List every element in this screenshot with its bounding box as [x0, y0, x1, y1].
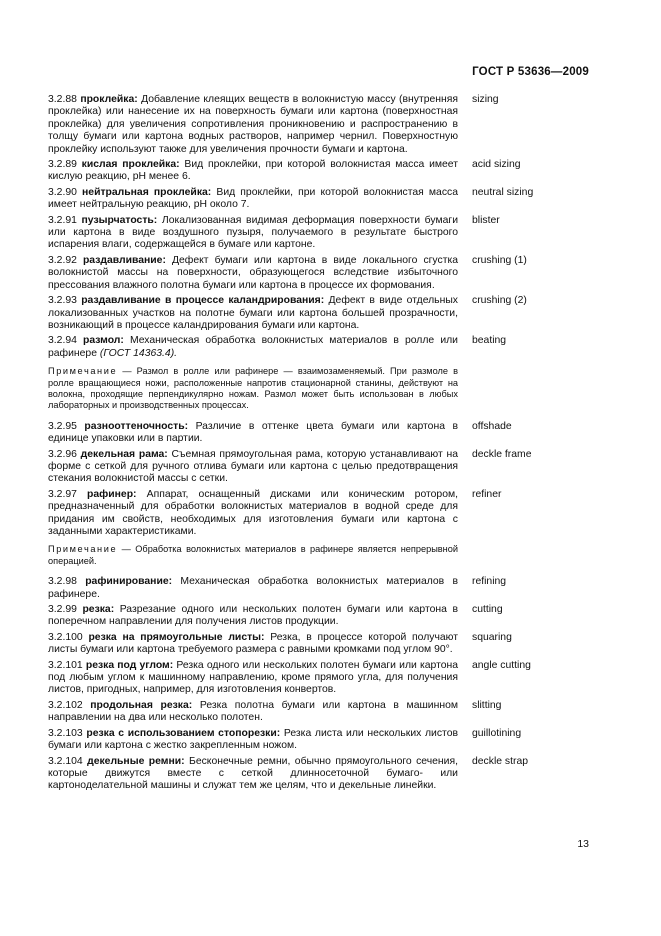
entry-3-2-91	[48, 215, 552, 252]
entry-definition: Аппарат, оснащенный дисками или коническим ротором, предназначенный для обработки волокнистых материалов в водной среде для придания им свойств, необходимых для изготовления бумаги или картона с заданными характеристиками.	[48, 488, 458, 537]
entry-3-2-95	[48, 421, 552, 446]
entry-english-term: beating	[472, 335, 507, 347]
note-refiner	[48, 544, 458, 567]
entry-term: нейтральная проклейка:	[82, 186, 212, 198]
entry-number: 3.2.91	[48, 214, 77, 226]
entry-english-term: angle cutting	[472, 659, 531, 671]
entry-3-2-90	[48, 187, 552, 212]
entry-term: кислая проклейка:	[81, 159, 180, 171]
standard-reference: (ГОСТ 14363.4).	[99, 347, 178, 359]
entry-3-2-102	[48, 700, 552, 725]
entry-term: размол:	[83, 335, 124, 347]
entry-number: 3.2.103	[48, 727, 83, 739]
entry-definition: Механическая обработка волокнистых материалов в рафинере.	[48, 576, 459, 600]
entry-3-2-94	[48, 335, 552, 360]
entry-number: 3.2.102	[48, 699, 83, 711]
entry-number: 3.2.100	[48, 631, 83, 643]
entry-number: 3.2.99	[48, 604, 77, 616]
entry-english-term: refining	[472, 576, 507, 588]
note-label: Примечание	[48, 366, 118, 377]
entry-definition: Съемная прямоугольная рама, которую устанавливают на форме с сеткой для ручного отлива бумаги или картона с целью предотвращения стекания волокнистой массы с сетки.	[48, 448, 458, 485]
entry-definition: Вид проклейки, при которой волокнистая масса имеет кислую реакцию, pH менее 6.	[48, 159, 459, 183]
entry-number: 3.2.88	[48, 94, 77, 105]
entry-3-2-101	[48, 660, 552, 697]
entry-definition: Резка полотна бумаги или картона в машинном направлении на два или несколько полотен.	[48, 699, 459, 724]
page-number: 13	[577, 838, 589, 850]
entry-term: рафинер:	[87, 488, 137, 500]
entry-english-term: cutting	[472, 604, 503, 616]
entry-term: декельные ремни:	[87, 755, 185, 767]
entry-term: рафинирование:	[85, 576, 173, 588]
note-beating	[48, 366, 458, 412]
entry-definition: Дефект в виде отдельных локализованных участков на полотне бумаги или картона большей прозрачности, возникающий в процессе каландрирования бумаги или картона.	[48, 295, 459, 331]
entry-number: 3.2.101	[48, 659, 83, 671]
entry-number: 3.2.95	[48, 420, 77, 432]
entry-term: резка:	[82, 604, 115, 616]
entry-english-term: crushing (2)	[472, 295, 527, 307]
entry-number: 3.2.104	[48, 755, 83, 767]
entry-3-2-88	[48, 94, 552, 156]
entry-3-2-103	[48, 728, 552, 753]
entry-3-2-96	[48, 449, 552, 486]
note-text: — Размол в ролле или рафинере — взаимозаменяемый. При размоле в ролле вращающиеся ножи, расположенные напротив стационарной станины, действуют на волокна, проходящие перпендикулярно ножам. Размол может быть использован в любых лабораторных и производственных процессах.	[48, 366, 458, 411]
entry-3-2-97	[48, 489, 552, 539]
entry-term: разнооттеночность:	[84, 420, 189, 432]
entry-definition: Бесконечные ремни, обычно прямоугольного сечения, которые движутся вместе с сеткой длинносеточной бумаго- или картоноделательной машины и служат тем же целям, что и декельные линейки.	[48, 755, 458, 792]
entry-english-term: crushing (1)	[472, 254, 527, 266]
entry-number: 3.2.92	[48, 254, 77, 266]
entry-term: декельная рама:	[80, 448, 168, 460]
entry-english-term: neutral sizing	[472, 186, 534, 198]
entry-definition: Резка, в процессе которой получают листы бумаги или картона требуемого размера с равными кромками под углом 90°.	[48, 631, 458, 656]
entry-english-term: squaring	[472, 631, 512, 643]
entry-3-2-93	[48, 295, 552, 332]
entry-definition: Резка листа или нескольких листов бумаги или картона с жестко закрепленным ножом.	[48, 727, 458, 752]
entry-number: 3.2.98	[48, 576, 77, 588]
entry-term: проклейка:	[80, 94, 138, 105]
entry-term: резка с использованием стопорезки:	[86, 727, 281, 739]
entry-english-term: deckle frame	[472, 448, 532, 460]
entry-english-term: deckle strap	[472, 755, 529, 767]
entry-definition: Различие в оттенке цвета бумаги или картона в единице упаковки или в партии.	[48, 420, 458, 445]
entry-term: пузырчатость:	[81, 214, 158, 226]
entry-english-term: blister	[472, 214, 500, 226]
entry-definition: Резка одного или нескольких полотен бумаги или картона под любым углом к машинному направлению, кроме прямого угла, для получения листов, пригодных, например, для изготовления конвертов.	[48, 659, 459, 696]
entry-english-term: guillotining	[472, 727, 522, 739]
entry-number: 3.2.93	[48, 295, 77, 307]
entry-number: 3.2.90	[48, 186, 77, 198]
entry-definition: Вид проклейки, при которой волокнистая масса имеет нейтральную реакцию, pH около 7.	[48, 186, 459, 211]
entry-english-term: refiner	[472, 488, 502, 500]
entry-term: продольная резка:	[90, 699, 193, 711]
entry-english-term: sizing	[472, 94, 499, 105]
entry-definition: Добавление клеящих веществ в волокнистую массу (внутренняя проклейка) или нанесение их на поверхность бумаги или картона (поверхностная проклейка) для увеличения сопротивления проникновению и распространению в толщу бумаги или картона водных растворов, например чернил. Поверхностную проклейку используют также для увеличения прочности бумаги и картона.	[48, 94, 459, 155]
entry-number: 3.2.89	[48, 159, 77, 171]
entry-english-term: offshade	[472, 420, 512, 432]
entry-term: раздавливание в процессе каландрирования:	[81, 295, 325, 307]
entry-3-2-104	[48, 756, 552, 793]
entry-definition: Локализованная видимая деформация поверхности бумаги или картона в виде воздушного пузыря, получаемого в результате быстрого испарения влаги, содержащейся в бумаге или картоне.	[48, 214, 458, 251]
document-header: ГОСТ Р 53636—2009	[472, 66, 589, 78]
entry-3-2-99	[48, 604, 552, 629]
note-label: Примечание	[48, 544, 118, 555]
entry-definition: Дефект бумаги или картона в виде локального сгустка волокнистой массы на поверхности, образующегося вследствие избыточного прессования влажного полотна бумаги или картона в процессе их формования.	[48, 254, 459, 291]
entry-term: резка на прямоугольные листы:	[88, 631, 265, 643]
entry-number: 3.2.96	[48, 448, 77, 460]
glossary-body	[48, 94, 552, 796]
entry-3-2-98	[48, 576, 552, 601]
entry-definition: Разрезание одного или нескольких полотен бумаги или картона в поперечном направлении для получения листов продукции.	[48, 604, 458, 628]
entry-term: раздавливание:	[82, 254, 166, 266]
entry-3-2-89	[48, 159, 552, 184]
entry-term: резка под углом:	[85, 659, 174, 671]
entry-english-term: acid sizing	[472, 159, 521, 171]
note-text: — Обработка волокнистых материалов в рафинере является непрерывной операцией.	[48, 544, 458, 566]
entry-english-term: slitting	[472, 699, 502, 711]
entry-3-2-100	[48, 632, 552, 657]
entry-number: 3.2.97	[48, 488, 77, 500]
entry-number: 3.2.94	[48, 335, 77, 347]
entry-definition: Механическая обработка волокнистых материалов в ролле или рафинере	[48, 335, 458, 359]
entry-3-2-92	[48, 255, 552, 292]
